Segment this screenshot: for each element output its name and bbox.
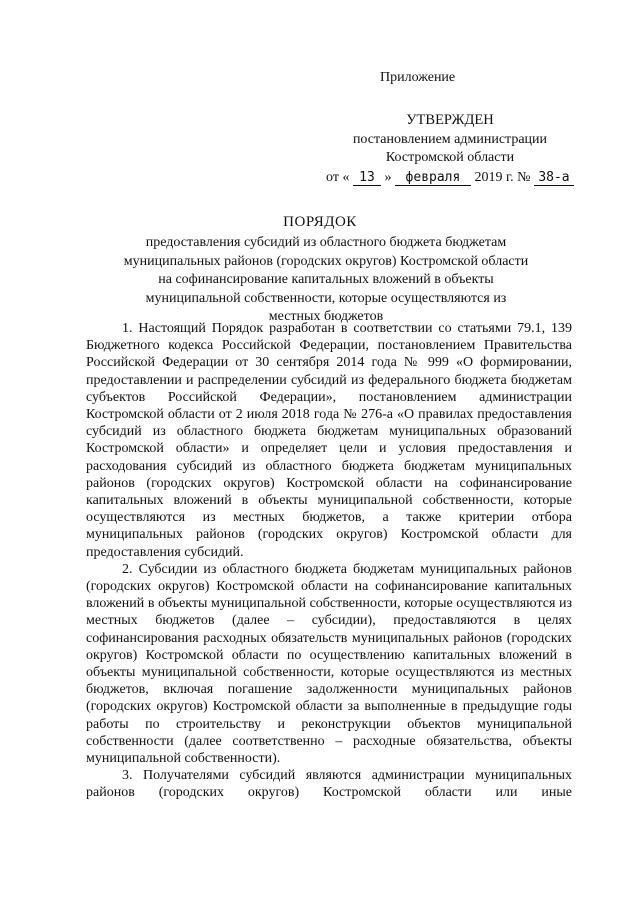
document-subtitle: предоставления субсидий из областного бюджета бюджетам муниципальных районов (городских округов) Костромской области на софинансирование капитальных вложений в объекты муниципальной собственности, которые осуществляются из местных бюджетов: [123, 235, 529, 324]
paragraph-1: 1. Настоящий Порядок разработан в соответствии со статьями 79.1, 139 Бюджетного кодекса Российской Федерации, постановлением Правительства Российской Федерации от 30 сентября 2014 года № 999 «О формировании, предоставлении и распределении субсидий из федерального бюджета бюджетам субъектов Российской Федерации», постановлением администрации Костромской области от 2 июля 2018 года № 276-а «О правилах предоставления субсидий из областного бюджета бюджетам муниципальных образований Костромской области» и определяет цели и условия предоставления и расходования субсидий из областного бюджета бюджетам муниципальных районов (городских округов) Костромской области на софинансирование капитальных вложений в объекты муниципальной собственности, которые осуществляются из местных бюджетов, а также критерии отбора муниципальных районов (городских округов) Костромской области для предоставления субсидий.: [86, 321, 572, 560]
date-year: 2019 г. №: [474, 170, 531, 185]
date-mid: »: [384, 170, 392, 185]
approval-date-line: [300, 169, 600, 187]
document-number: 38-а: [534, 171, 574, 186]
date-month: февраля: [395, 171, 471, 186]
date-day: 13: [353, 171, 381, 186]
date-prefix: от «: [326, 170, 350, 185]
paragraph-3: 3. Получателями субсидий являются администрации муниципальных районов (городских округов) Костромской области или иные: [86, 768, 572, 801]
paragraph-2: 2. Субсидии из областного бюджета бюджетам муниципальных районов (городских округов) Костромской области на софинансирование капитальных вложений в объекты муниципальной собственности, которые осуществляются из местных бюджетов (далее – субсидии), предоставляются в целях софинансирования расходных обязательств муниципальных районов (городских округов) Костромской области по осуществлению капитальных вложений в объекты муниципальной собственности, которые осуществляются из местных бюджетов, включая погашение задолженности муниципальных районов (городских округов) Костромской области за выполненные в предыдущие годы работы по строительству и реконструкции объектов муниципальной собственности (далее соответственно – расходные обязательства, объекты муниципальной собственности).: [86, 561, 572, 767]
document-title: ПОРЯДОК: [283, 214, 357, 230]
approval-line-2: Костромской области: [385, 150, 515, 165]
appendix-label: Приложение: [380, 70, 456, 85]
approval-line-1: постановлением администрации: [352, 132, 548, 147]
approval-heading: УТВЕРЖДЕН: [406, 112, 494, 128]
approval-block: [300, 111, 600, 187]
document-body: [86, 320, 572, 802]
